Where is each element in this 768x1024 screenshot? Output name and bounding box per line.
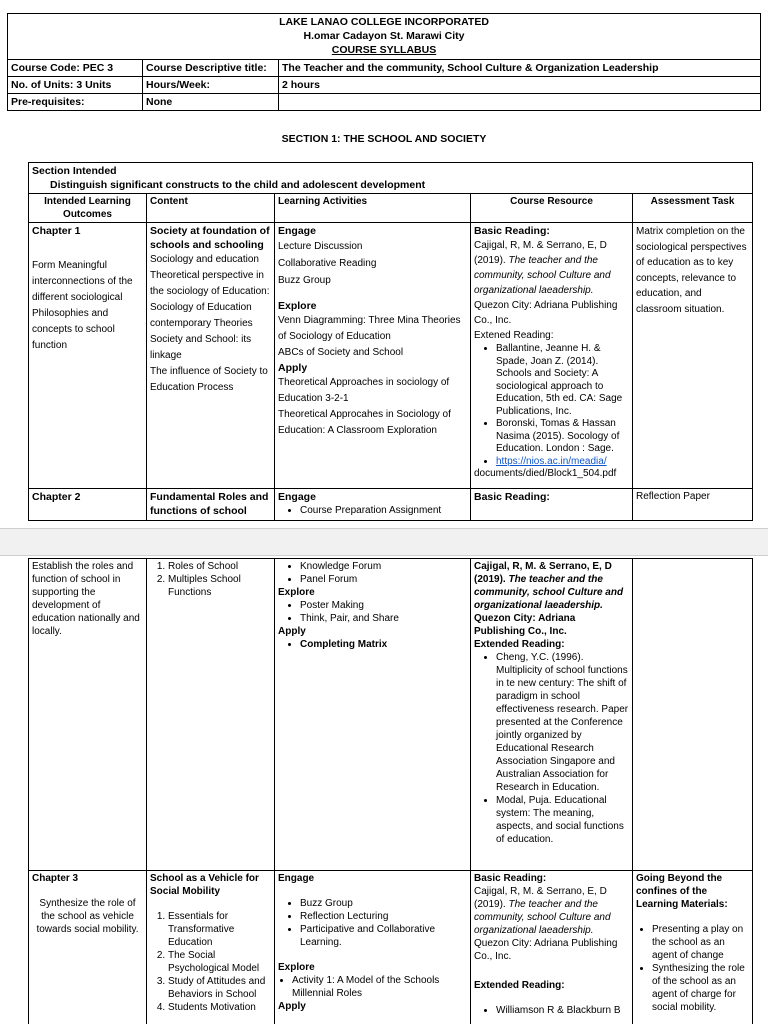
row1-explore-label: Explore bbox=[278, 587, 315, 598]
row1-outcome: Establish the roles and function of school in supporting the development of education nationally and locally. bbox=[32, 561, 140, 637]
prereq-label: Pre-requisites: bbox=[8, 94, 143, 111]
ch1-explore-item: Venn Diagramming: Three Mina Theories of Sociology of Education bbox=[278, 315, 461, 342]
ref-book-title: The teacher and the community, school Culture and organizational laeadership. bbox=[474, 899, 611, 936]
ch3-outcome-cell bbox=[29, 871, 147, 1024]
ref-authors: Cajigal, R, M. & Serrano, E, D (2019). bbox=[474, 886, 607, 910]
course-code: Course Code: PEC 3 bbox=[8, 60, 143, 77]
ch3-content-item: 1. Essentials for Transformative Education bbox=[168, 910, 271, 949]
row1-explore-item: • Poster Making bbox=[300, 599, 467, 612]
ch1-assessment: Matrix completion on the sociological perspectives of education as to key concepts, relevance to education, and classroom situation. bbox=[636, 226, 747, 315]
ref-authors: Cajigal, R, M. & Serrano, E, D (2019). bbox=[474, 240, 607, 266]
ch2-activities-cell bbox=[275, 489, 471, 521]
row1-extended-list bbox=[474, 651, 629, 846]
ch2-engage-label: Engage bbox=[278, 491, 316, 503]
ch3-explore-item: • Activity 1: A Model of the Schools Millennial Roles bbox=[292, 974, 467, 1000]
row1-main-reference bbox=[474, 560, 629, 638]
row1-engage-list bbox=[278, 560, 467, 586]
syllabus-table-1 bbox=[28, 162, 753, 521]
ch2-assessment: Reflection Paper bbox=[636, 491, 710, 502]
ch3-basic-reading-label: Basic Reading: bbox=[474, 873, 547, 884]
ch1-extended-item: • Ballantine, Jeanne H. & Spade, Joan Z. (2014). Schools and Society: A sociological approach to Education, 5th ed. CA: Sage Publications, Inc. bbox=[496, 343, 629, 418]
ch2-chapter-label: Chapter 2 bbox=[32, 491, 81, 503]
ch1-outcome: Form Meaningful interconnections of the different sociological Philosophies and concepts to school function bbox=[32, 260, 133, 351]
page-break bbox=[0, 528, 768, 556]
ch2-engage-list bbox=[278, 504, 467, 517]
row1-engage-item: • Knowledge Forum bbox=[300, 560, 467, 573]
ch2-basic-reading-label: Basic Reading: bbox=[474, 491, 550, 503]
ch1-link-tail: documents/died/Block1_504.pdf bbox=[474, 468, 617, 479]
ch3-main-reference bbox=[474, 885, 629, 963]
ch2-outcome-cell bbox=[29, 489, 147, 521]
ch1-chapter-label: Chapter 1 bbox=[32, 225, 81, 237]
ch3-assessment-item: • Synthesizing the role of the school as an agent of charge for social mobility. bbox=[652, 962, 749, 1014]
ch3-extended-item: • Williamson R & Blackburn B bbox=[496, 1004, 629, 1017]
ch1-engage-label: Engage bbox=[278, 225, 316, 237]
col-header-content: Content bbox=[147, 194, 275, 223]
syllabus-table-2 bbox=[28, 558, 753, 1024]
document-title: COURSE SYLLABUS bbox=[331, 44, 437, 56]
ch3-engage-item: • Reflection Lecturing bbox=[300, 910, 467, 923]
row1-extended-label: Extended Reading: bbox=[474, 639, 565, 650]
row1-outcome-cell bbox=[29, 559, 147, 871]
college-address: H.omar Cadayon St. Marawi City bbox=[303, 30, 465, 42]
ch3-assessment-cell bbox=[633, 871, 753, 1024]
ch3-assessment-item: • Presenting a play on the school as an agent of change bbox=[652, 923, 749, 962]
ch3-chapter-label: Chapter 3 bbox=[32, 873, 79, 884]
ch3-explore-list bbox=[278, 974, 467, 1000]
header-title-cell bbox=[8, 14, 761, 60]
descriptive-title-value: The Teacher and the community, School Culture & Organization Leadership bbox=[279, 60, 761, 77]
ch3-engage-list bbox=[278, 897, 467, 949]
col-header-activities: Learning Activities bbox=[275, 194, 471, 223]
ch3-content-cell bbox=[147, 871, 275, 1024]
ch3-apply-label: Apply bbox=[278, 1001, 306, 1012]
ch3-assessment-list bbox=[636, 923, 749, 1014]
ch2-content-title: Fundamental Roles and functions of school bbox=[150, 491, 269, 517]
ch1-content-cell bbox=[147, 223, 275, 489]
ref-publisher: Quezon City: Adriana Publishing Co., Inc. bbox=[474, 300, 618, 326]
row1-content-item: 1. Roles of School bbox=[168, 560, 271, 573]
ch1-outcome-cell bbox=[29, 223, 147, 489]
row1-resource-cell bbox=[471, 559, 633, 871]
ch2-engage-item: • Course Preparation Assignment bbox=[300, 504, 467, 517]
prereq-empty bbox=[279, 94, 761, 111]
ref-authors: Cajigal, R, M. & Serrano, E, D (2019). bbox=[474, 561, 612, 585]
hours-value: 2 hours bbox=[279, 77, 761, 94]
ref-publisher: Quezon City: Adriana Publishing Co., Inc. bbox=[474, 938, 618, 962]
nios-link[interactable]: https://nios.ac.in/meadia/ bbox=[496, 455, 607, 467]
ch1-content-item: Sociology of Education contemporary Theories bbox=[150, 302, 253, 329]
ch1-content-item: Theoretical perspective in the sociology of Education: bbox=[150, 270, 270, 297]
section-intended-cell bbox=[29, 163, 753, 194]
row1-content-item: 2. Multiples School Functions bbox=[168, 573, 271, 599]
row1-apply-label: Apply bbox=[278, 626, 306, 637]
ch1-explore-label: Explore bbox=[278, 300, 317, 312]
row1-content-list bbox=[150, 560, 271, 599]
ch1-apply-item: Theoretical Approaches in sociology of Education 3-2-1 bbox=[278, 377, 450, 404]
ch3-resource-cell bbox=[471, 871, 633, 1024]
row1-extended-item: • Cheng, Y.C. (1996). Multiplicity of school functions in te new century: The shift of paradigm in school effectiveness research. Paper presented at the Conference jointly organized by Educational Research Association Singapore and Australian Association for Research in Education. bbox=[496, 651, 629, 794]
ref-book-title: The teacher and the community, school Culture and organizational laeadership. bbox=[474, 255, 611, 296]
ch1-extended-item: • Boronski, Tomas & Hassan Nasima (2015). Socology of Education. London : Sage. bbox=[496, 418, 629, 456]
ch3-content-item: 4. Students Motivation bbox=[168, 1001, 271, 1014]
row1-explore-list bbox=[278, 599, 467, 625]
ch1-content-item: The influence of Society to Education Process bbox=[150, 366, 268, 393]
ch3-extended-list bbox=[474, 1004, 629, 1017]
ref-book-title: The teacher and the community, school Culture and organizational laeadership. bbox=[474, 574, 624, 611]
ch3-content-item: 2. The Social Psychological Model bbox=[168, 949, 271, 975]
ch2-content-cell bbox=[147, 489, 275, 521]
col-header-resource: Course Resource bbox=[471, 194, 633, 223]
ch1-content-item: Society and School: its linkage bbox=[150, 334, 252, 361]
row1-assessment-cell bbox=[633, 559, 753, 871]
row1-apply-item: • Completing Matrix bbox=[300, 638, 467, 651]
section-goal: Distinguish significant constructs to the child and adolescent development bbox=[50, 179, 426, 191]
ch3-activities-cell bbox=[275, 871, 471, 1024]
ch3-engage-label: Engage bbox=[278, 873, 315, 884]
ch1-explore-item: ABCs of Society and School bbox=[278, 347, 404, 358]
row1-engage-item: • Panel Forum bbox=[300, 573, 467, 586]
ch3-engage-item: • Buzz Group bbox=[300, 897, 467, 910]
ch3-outcome: Synthesize the role of the school as vehicle towards social mobility. bbox=[36, 898, 139, 935]
ch2-resource-cell bbox=[471, 489, 633, 521]
col-header-assessment: Assessment Task bbox=[633, 194, 753, 223]
ch3-content-title: School as a Vehicle for Social Mobility bbox=[150, 873, 259, 897]
ch3-assessment-title: Going Beyond the confines of the Learning Materials: bbox=[636, 873, 728, 910]
descriptive-title-label: Course Descriptive title: bbox=[143, 60, 279, 77]
ch1-assessment-cell bbox=[633, 223, 753, 489]
prereq-value: None bbox=[143, 94, 279, 111]
ref-publisher: Quezon City: Adriana Publishing Co., Inc. bbox=[474, 613, 576, 637]
row1-activities-cell bbox=[275, 559, 471, 871]
section-title: SECTION 1: THE SCHOOL AND SOCIETY bbox=[281, 133, 487, 145]
ch1-engage-item: Collaborative Reading bbox=[278, 258, 377, 269]
ch1-engage-item: Buzz Group bbox=[278, 275, 331, 286]
row1-apply-list bbox=[278, 638, 467, 651]
ch2-assessment-cell bbox=[633, 489, 753, 521]
ch1-content-item: Sociology and education bbox=[150, 254, 259, 265]
col-header-outcomes: Intended Learning Outcomes bbox=[29, 194, 147, 223]
section-intended-label: Section Intended bbox=[32, 165, 117, 177]
ch1-extended-item bbox=[496, 456, 629, 469]
ch1-apply-label: Apply bbox=[278, 362, 308, 374]
ch3-extended-label: Extended Reading: bbox=[474, 980, 565, 991]
ch3-content-item: 3. Study of Attitudes and Behaviors in School bbox=[168, 975, 271, 1001]
units: No. of Units: 3 Units bbox=[8, 77, 143, 94]
ch1-content-title: Society at foundation of schools and schooling bbox=[150, 225, 270, 251]
row1-extended-item: • Modal, Puja. Educational system: The meaning, aspects, and social functions of education. bbox=[496, 794, 629, 846]
college-name: LAKE LANAO COLLEGE INCORPORATED bbox=[279, 16, 489, 28]
row1-explore-item: • Think, Pair, and Share bbox=[300, 612, 467, 625]
ch1-main-reference bbox=[474, 238, 629, 328]
ch3-content-list bbox=[150, 910, 271, 1014]
ch3-explore-label: Explore bbox=[278, 962, 315, 973]
ch1-activities-cell bbox=[275, 223, 471, 489]
ch1-extended-label: Extened Reading: bbox=[474, 330, 554, 341]
ch3-engage-item: • Participative and Collaborative Learning. bbox=[300, 923, 467, 949]
ch1-resource-cell bbox=[471, 223, 633, 489]
ch1-extended-list bbox=[474, 343, 629, 468]
ch1-apply-item: Theoretical Approcahes in Sociology of Education: A Classroom Exploration bbox=[278, 409, 451, 436]
hours-label: Hours/Week: bbox=[143, 77, 279, 94]
row1-content-cell bbox=[147, 559, 275, 871]
header-table bbox=[7, 13, 761, 111]
ch1-basic-reading-label: Basic Reading: bbox=[474, 225, 550, 237]
ch1-engage-item: Lecture Discussion bbox=[278, 241, 363, 252]
